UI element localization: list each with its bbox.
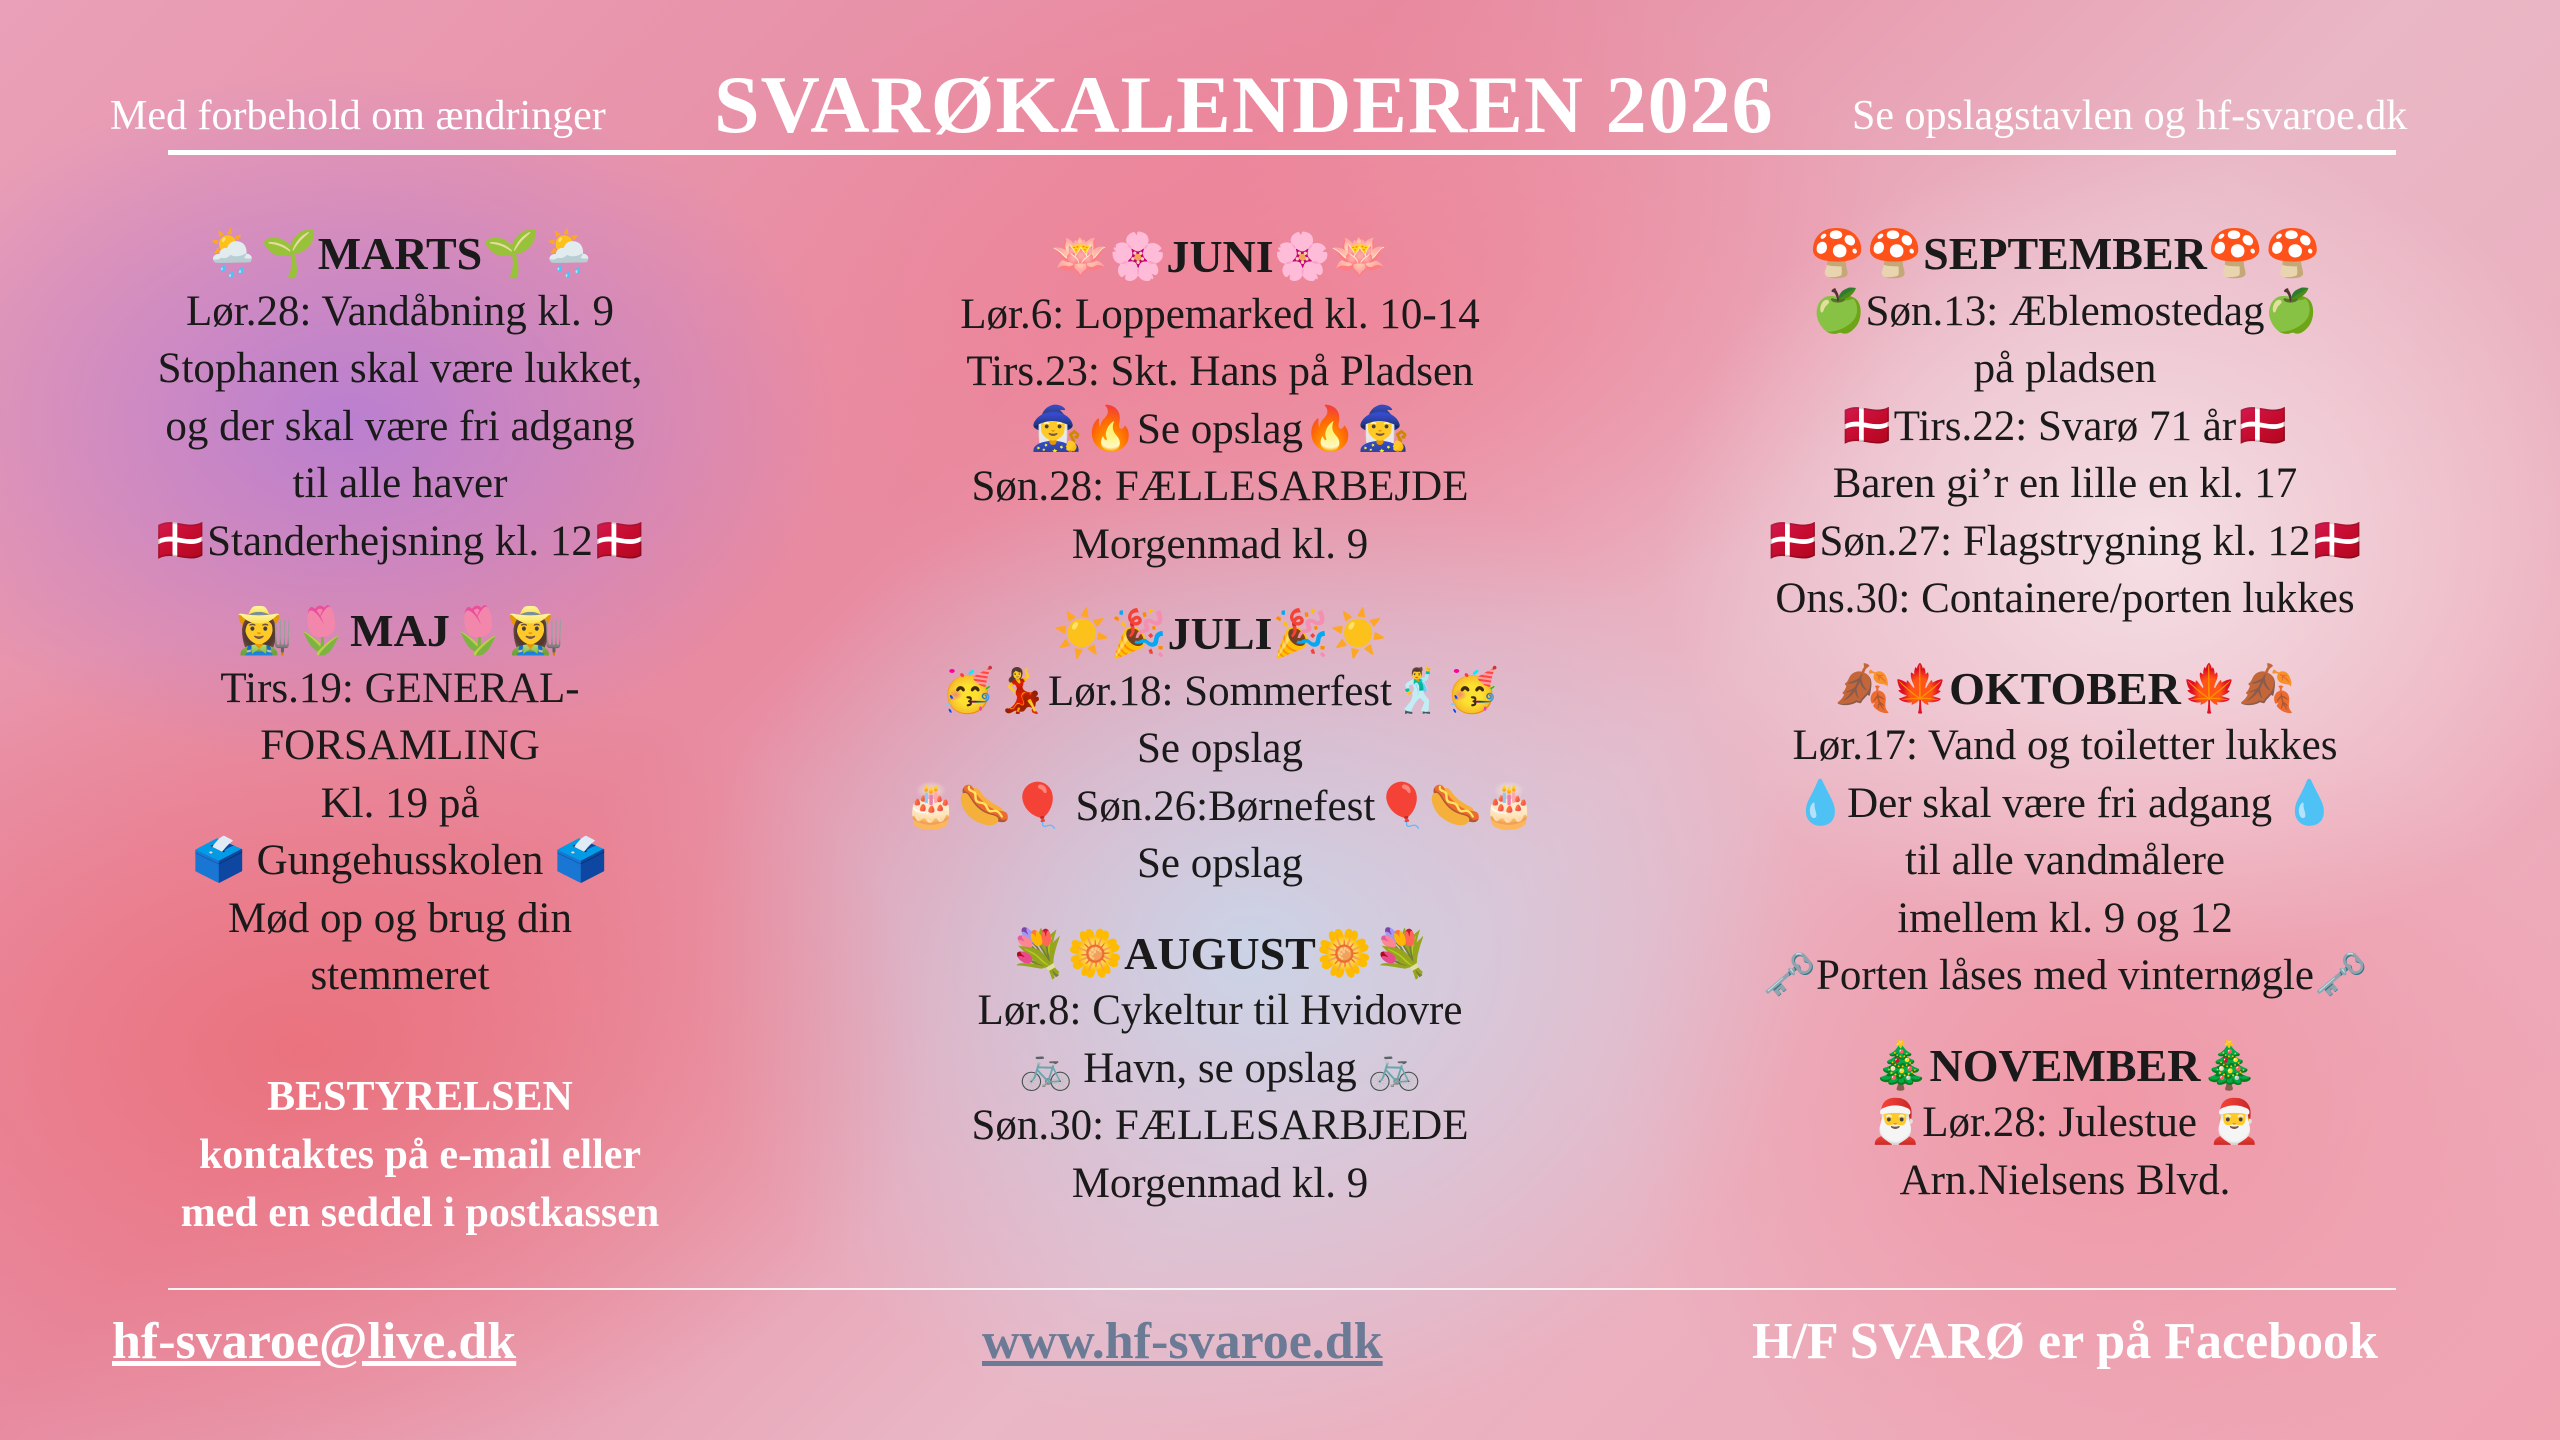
- event-line: 🎅Lør.28: Julestue 🎅: [1868, 1099, 2262, 1146]
- event-line: 🇩🇰Søn.27: Flagstrygning kl. 12🇩🇰: [1765, 517, 2365, 565]
- calendar-column-1: [60, 225, 740, 1037]
- board-line: kontaktes på e-mail eller: [198, 1132, 642, 1178]
- email-link[interactable]: hf-svaroe@live.dk: [112, 1313, 517, 1370]
- month-section-juli: [870, 605, 1570, 893]
- event-line: Tirs.19: GENERAL-: [220, 664, 580, 712]
- event-line: stemmeret: [310, 952, 490, 999]
- event-line: på pladsen: [1973, 345, 2157, 392]
- month-heading: ☀️🎉JULI🎉☀️: [1053, 608, 1387, 659]
- board-contact-info: [80, 1068, 760, 1242]
- event-line: til alle haver: [292, 460, 508, 507]
- info-note: Se opslagstavlen og hf-svaroe.dk: [1852, 93, 2408, 139]
- event-line: 🎂🌭🎈 Søn.26:Børnefest🎈🌭🎂: [904, 782, 1536, 830]
- event-line: Stophanen skal være lukket,: [157, 345, 643, 392]
- event-line: Ons.30: Containere/porten lukkes: [1775, 575, 2355, 622]
- month-section-marts: [60, 225, 740, 570]
- calendar-column-2: [870, 228, 1570, 1244]
- event-line: Lør.8: Cykeltur til Hvidovre: [977, 987, 1463, 1034]
- month-section-november: [1690, 1037, 2440, 1210]
- event-line: 🍏Søn.13: Æblemostedag🍏: [1811, 287, 2318, 335]
- event-line: Lør.6: Loppemarked kl. 10-14: [960, 290, 1480, 338]
- month-section-juni: [870, 228, 1570, 573]
- month-heading: 👩‍🌾🌷MAJ🌷👩‍🌾: [235, 605, 565, 656]
- board-title: BESTYRELSEN: [267, 1074, 573, 1120]
- event-line: Baren gi’r en lille en kl. 17: [1832, 460, 2298, 507]
- event-line: Søn.28: FÆLLESARBEJDE: [971, 463, 1469, 510]
- calendar-column-3: [1690, 225, 2440, 1241]
- event-line: FORSAMLING: [260, 722, 540, 769]
- event-line: Tirs.23: Skt. Hans på Pladsen: [966, 348, 1474, 395]
- title-underline: [168, 150, 2396, 155]
- month-section-maj: [60, 602, 740, 1005]
- event-line: imellem kl. 9 og 12: [1897, 894, 2233, 942]
- event-line: Arn.Nielsens Blvd.: [1899, 1156, 2231, 1204]
- event-line: Morgenmad kl. 9: [1071, 1159, 1369, 1207]
- event-line: 🥳💃Lør.18: Sommerfest🕺🥳: [940, 667, 1500, 715]
- month-heading: 🎄NOVEMBER🎄: [1872, 1039, 2258, 1091]
- header: [110, 58, 2510, 148]
- month-section-august: [870, 925, 1570, 1213]
- event-line: Morgenmad kl. 9: [1071, 520, 1369, 568]
- board-line: med en seddel i postkassen: [180, 1190, 660, 1236]
- month-heading: 🪷🌸JUNI🌸🪷: [1051, 231, 1389, 282]
- event-line: Lør.17: Vand og toiletter lukkes: [1792, 722, 2338, 769]
- page-title: SVARØKALENDEREN 2026: [714, 59, 1774, 150]
- event-line: Søn.30: FÆLLESARBJEDE: [971, 1102, 1469, 1149]
- event-line: Lør.28: Vandåbning kl. 9: [186, 287, 614, 335]
- month-heading: 🍂🍁OKTOBER🍁🍂: [1834, 662, 2296, 714]
- event-line: 🇩🇰Tirs.22: Svarø 71 år🇩🇰: [1840, 402, 2290, 450]
- event-line: til alle vandmålere: [1905, 837, 2225, 884]
- event-line: 🗝️Porten låses med vinternøgle🗝️: [1762, 952, 2368, 999]
- event-line: 🇩🇰Standerhejsning kl. 12🇩🇰: [153, 517, 647, 565]
- event-line: 🧙‍♀️🔥Se opslag🔥🧙‍♀️: [1029, 405, 1411, 453]
- footer-divider: [168, 1288, 2396, 1290]
- event-line: 💧Der skal være fri adgang 💧: [1793, 779, 2337, 827]
- event-line: 🚲 Havn, se opslag 🚲: [1018, 1044, 1422, 1092]
- website-link[interactable]: www.hf-svaroe.dk: [982, 1313, 1383, 1370]
- event-line: 🗳️ Gungehusskolen 🗳️: [192, 837, 608, 884]
- event-line: og der skal være fri adgang: [165, 402, 635, 450]
- event-line: Se opslag: [1136, 840, 1304, 887]
- month-heading: 💐🌼AUGUST🌼💐: [1009, 927, 1431, 979]
- event-line: Kl. 19 på: [320, 779, 480, 827]
- month-section-oktober: [1690, 660, 2440, 1005]
- event-line: Mød op og brug din: [228, 894, 572, 942]
- disclaimer-note: Med forbehold om ændringer: [110, 93, 606, 139]
- facebook-note: H/F SVARØ er på Facebook: [1752, 1313, 2378, 1370]
- event-line: Se opslag: [1136, 725, 1304, 772]
- month-heading: 🍄🍄SEPTEMBER🍄🍄: [1808, 228, 2322, 279]
- month-heading: 🌦️🌱MARTS🌱🌦️: [203, 228, 597, 279]
- month-section-september: [1690, 225, 2440, 628]
